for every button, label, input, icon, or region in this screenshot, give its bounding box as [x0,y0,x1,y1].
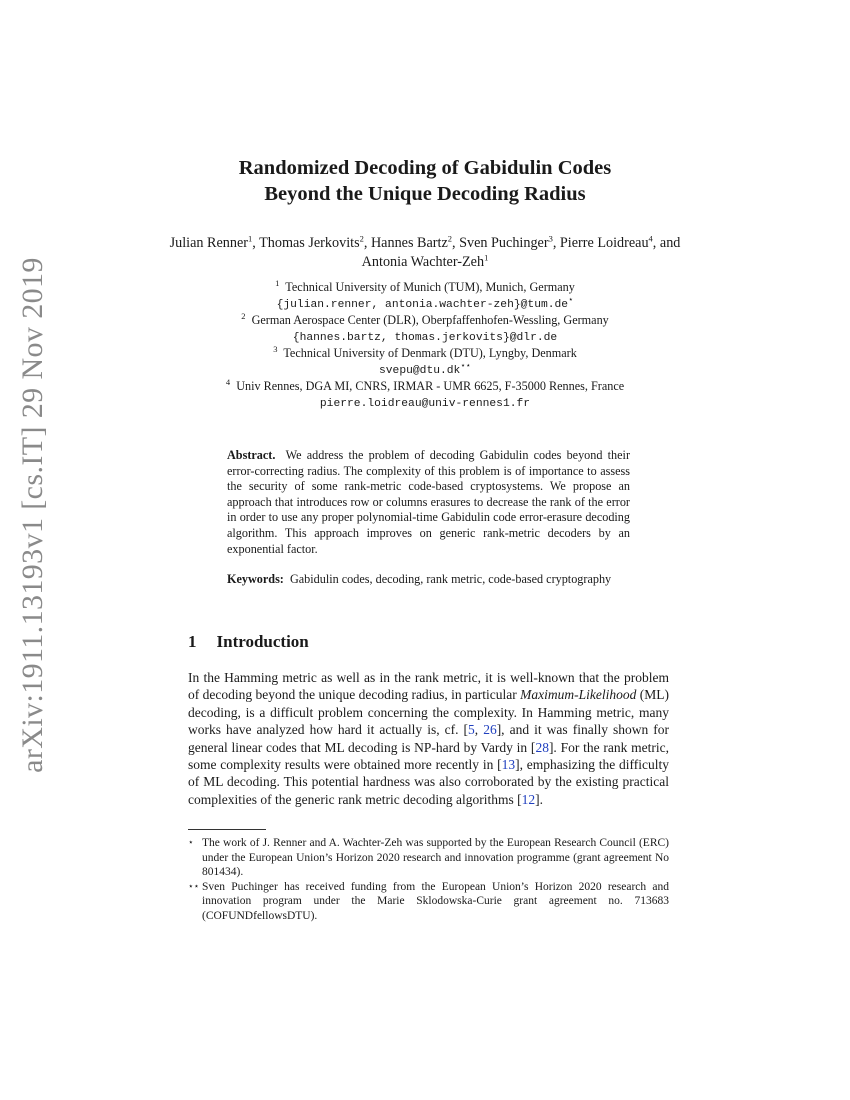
affiliation-email: svepu@dtu.dk [378,364,461,377]
footnote [188,836,669,880]
author-separator: , [252,235,260,251]
affiliation-name: German Aerospace Center (DLR), Oberpfaffenhofen-Wessling, Germany [251,313,609,327]
author-separator: , and [652,235,681,251]
arxiv-identifier: arXiv:1911.13193v1 [cs.IT] 29 Nov 2019 [16,257,49,773]
abstract-text: We address the problem of decoding Gabidulin codes beyond their error-correcting radius. The complexity of this problem is of importance to assess the security of some rank-metric code-based cryptosystems. We propose an approach that introduces row or columns erasures to decrease the rank of the error in order to use any proper polynomial-time Gabidulin code error-erasure decoding algorithm. This approach improves on generic rank-metric decoders by an exponential factor. [227,448,630,556]
author-affiliation-mark: 4 [648,233,653,244]
author-affiliation-mark: 1 [248,233,253,244]
footnote [188,880,669,924]
arxiv-side-stamp [8,257,58,773]
citation-separator: , [474,722,484,738]
footnote-mark: ⋆⋆ [188,880,200,891]
affiliation-mark: 3 [273,343,278,354]
affiliation-email-line [150,359,700,380]
affiliation-name: Technical University of Munich (TUM), Munich, Germany [285,280,575,294]
author-affiliation-mark: 3 [548,233,553,244]
author-name: Pierre Loidreau [559,235,649,251]
intro-text: ], emphasizing the difficulty of ML decoding. This potential hardness was also corroborated by the existing practical complexities of the generic rank metric decoding algorithms [ [188,757,669,807]
author-list [160,234,690,272]
affiliation-email-line [150,395,700,413]
intro-text: ]. [535,791,544,807]
keywords-text: Gabidulin codes, decoding, rank metric, code-based cryptography [289,572,612,586]
citation-link[interactable]: 13 [501,757,516,773]
email-footnote-mark: ⋆ [568,293,574,304]
affiliation-mark: 2 [241,310,246,321]
affiliation-email: {hannes.bartz, thomas.jerkovits}@dlr.de [292,331,558,344]
footnote-text: The work of J. Renner and A. Wachter-Zeh was supported by the European Research Council (ERC) under the European Union’s Horizon 2020 research and innovation programme (grant agreement No 801434). [202,837,669,879]
affiliation [150,277,700,296]
title-line-2: Beyond the Unique Decoding Radius [264,183,586,205]
intro-text: In the Hamming metric as well as in the rank metric, it is well-known that the problem of decoding beyond the unique decoding radius, in particular [188,670,669,703]
footnotes [188,836,669,924]
author-name: Thomas Jerkovits [259,235,360,251]
affiliation [150,343,700,362]
footnote-mark: ⋆ [188,837,194,847]
affiliation-name: Technical University of Denmark (DTU), Lyngby, Denmark [283,346,577,360]
citation-link[interactable]: 12 [521,791,536,807]
abstract-label: Abstract. [227,448,276,462]
citation-link[interactable]: 5 [468,722,475,738]
affiliation-email-line [150,293,700,314]
intro-paragraph [188,669,669,808]
author-name: Sven Puchinger [459,235,549,251]
affiliation-email-line [150,329,700,347]
abstract [227,448,630,557]
author-separator: , [363,235,371,251]
affiliation-email: {julian.renner, antonia.wachter-zeh}@tum.de [276,298,569,311]
affiliation-list [150,277,700,412]
footnote-text: Sven Puchinger has received funding from the European Union’s Horizon 2020 research and innovation program under the Marie Sklodowska-Curie grant agreement no. 713683 (COFUNDfellowsDTU). [202,880,669,922]
author-name: Hannes Bartz [370,235,448,251]
intro-text: ], and it was finally shown for general linear codes that ML decoding is NP-hard by Vardy in [ [188,722,670,755]
affiliation-name: Univ Rennes, DGA MI, CNRS, IRMAR - UMR 6625, F-35000 Rennes, France [236,379,625,393]
author-affiliation-mark: 2 [447,233,453,244]
author-name: Antonia Wachter-Zeh [361,254,485,270]
affiliation [150,310,700,329]
section-heading [188,632,309,652]
citation-link[interactable]: 28 [535,739,549,755]
title-line-1: Randomized Decoding of Gabidulin Codes [238,157,612,179]
affiliation-email: pierre.loidreau@univ-rennes1.fr [319,397,531,410]
keywords-label: Keywords: [227,572,284,586]
affiliation-mark: 1 [275,277,280,288]
author-name: Julian Renner [169,235,249,251]
citation-link[interactable]: 26 [483,722,497,738]
keywords [227,572,630,588]
intro-text: ]. For the rank metric, some complexity results were obtained more recently in [ [188,739,669,773]
email-footnote-mark: ⋆⋆ [460,359,471,370]
author-affiliation-mark: 1 [484,252,489,263]
author-separator: , [452,235,460,251]
paper-title [150,155,700,207]
section-title: Introduction [216,632,309,651]
intro-text: (ML) decoding, is a difficult problem concerning the complexity. In Hamming metric, many works have analyzed how hard it actually is, cf. [ [188,687,670,738]
affiliation [150,376,700,395]
footnote-divider [188,829,266,830]
author-separator: , [552,235,560,251]
author-affiliation-mark: 2 [359,233,364,244]
section-number: 1 [188,632,197,651]
intro-emphasis: Maximum-Likelihood [520,687,637,703]
affiliation-mark: 4 [225,376,231,387]
